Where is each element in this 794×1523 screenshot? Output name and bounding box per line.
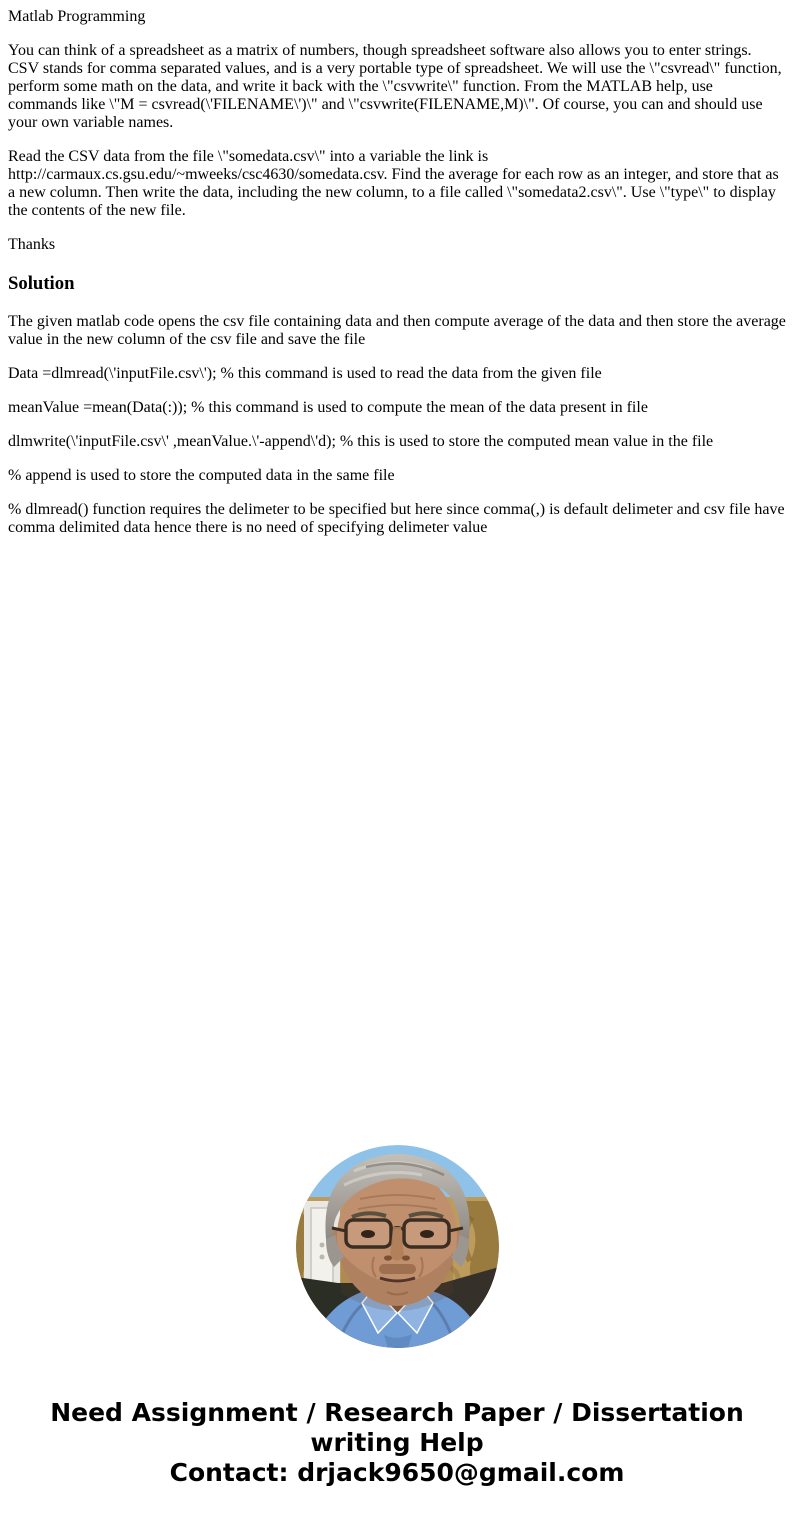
solution-code-line-2: meanValue =mean(Data(:)); % this command is used to compute the mean of the data present in file (8, 399, 648, 417)
person-avatar (296, 1145, 499, 1348)
avatar-container (8, 1145, 786, 1348)
solution-code-line-1: Data =dlmread(\'inputFile.csv\'); % this command is used to read the data from the given file (8, 365, 602, 383)
solution-comment-2: % dlmread() function requires the delimeter to be specified but here since comma(,) is default delimeter and csv file have comma delimited data hence there is no need of specifying delimeter value (8, 501, 785, 537)
solution-comment-1: % append is used to store the computed data in the same file (8, 467, 395, 485)
question-paragraph-1: You can think of a spreadsheet as a matrix of numbers, though spreadsheet software also allows you to enter strings. CSV stands for comma separated values, and is a very portable type of spreadsheet. We will use the \"csvread\" function, perform some math on the data, and write it back with the \"csvwrite\" function. From the MATLAB help, use commands like \"M = csvread(\'FILENAME\')\" and \"csvwrite(FILENAME,M)\". Of course, you can and should use your own variable names. (8, 42, 782, 131)
solution-code-line-3: dlmwrite(\'inputFile.csv\' ,meanValue.\'-append\'d); % this is used to store the computed mean value in the file (8, 433, 714, 451)
document-title: Matlab Programming (8, 8, 146, 25)
person-avatar-graphic (296, 1145, 499, 1348)
footer-banner (27, 1398, 767, 1488)
solution-heading: Solution (8, 272, 75, 294)
empty-space (8, 553, 786, 1145)
question-thanks: Thanks (8, 236, 56, 253)
question-paragraph-2: Read the CSV data from the file \"somedata.csv\" into a variable the link is http://carmaux.cs.gsu.edu/~mweeks/csc4630/somedata.csv. Find the average for each row as an integer, and store that as a new column. Then write the data, including the new column, to a file called \"somedata2.csv\". Use \"type\" to display the contents of the new file. (8, 148, 779, 219)
footer-contact: Contact: drjack9650@gmail.com (169, 1458, 625, 1488)
footer-headline: Need Assignment / Research Paper / Dissertation writing Help (50, 1398, 744, 1458)
solution-paragraph-1: The given matlab code opens the csv file containing data and then compute average of the data and then store the average value in the new column of the csv file and save the file (8, 313, 786, 349)
